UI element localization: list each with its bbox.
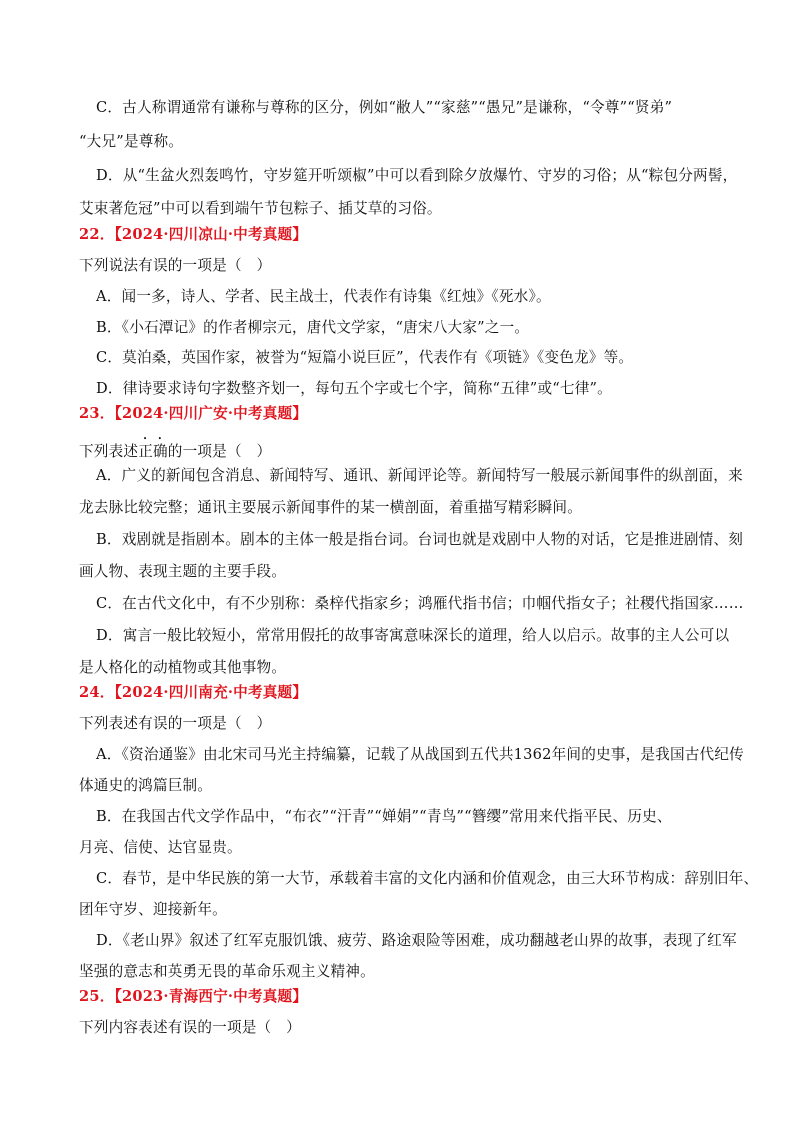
q24-option-d-line1: D．《老山界》叙述了红军克服饥饿、疲劳、路途艰险等困难，成功翻越老山界的故事，表现了红军 [96, 932, 737, 949]
q22-option-b: B．《小石潭记》的作者柳宗元，唐代文学家，“唐宋八大家”之一。 [96, 319, 530, 336]
q24-option-c-line1: C．春节，是中华民族的第一大节，承载着丰富的文化内涵和价值观念，由三大环节构成：辞别旧年、 [96, 870, 759, 887]
q23-option-b-line2: 画人物、表现主题的主要手段。 [79, 563, 287, 580]
q21-option-c-line2: “大兄”是尊称。 [79, 133, 184, 150]
q21-option-d-line2: 艾束著危冠”中可以看到端午节包粽子、插艾草的习俗。 [79, 200, 442, 217]
q24-option-b-line1: B．在我国古代文学作品中，“布衣”“汗青”“婵娟”“青鸟”“簪缨”常用来代指平民、历史、 [96, 808, 672, 825]
q23-option-c: C．在古代文化中，有不少别称：桑梓代指家乡；鸿雁代指书信；巾帼代指女子；社稷代指国家…… [96, 595, 744, 612]
q24-stem: 下列表述有误的一项是（ ） [79, 715, 272, 732]
q25-stem: 下列内容表述有误的一项是（ ） [79, 1019, 301, 1036]
q24-option-c-line2: 团年守岁、迎接新年。 [79, 901, 227, 918]
q21-option-c-line1: C．古人称谓通常有谦称与尊称的区分，例如“敝人”“家慈”“愚兄”是谦称，“令尊”“贤弟” [96, 99, 673, 116]
q24-option-a-line1: A．《资治通鉴》由北宋司马光主持编纂，记载了从战国到五代共1362年间的史事，是我国古代纪传 [96, 746, 744, 763]
q23-stem [79, 435, 271, 462]
q23-header: 23．【2024·四川广安·中考真题】 [79, 405, 308, 422]
q24-option-d-line2: 坚强的意志和英勇无畏的革命乐观主义精神。 [79, 963, 375, 980]
q23-stem-emphasis: 正确 [138, 443, 168, 460]
q23-stem-post: 的一项是（ ） [167, 443, 272, 460]
q23-stem-pre: 下列表述 [79, 443, 139, 460]
q22-option-a: A．闻一多，诗人、学者、民主战士，代表作有诗集《红烛》《死水》。 [96, 288, 551, 305]
q24-option-b-line2: 月亮、信使、达官显贵。 [79, 839, 242, 856]
q23-option-a-line2: 龙去脉比较完整；通讯主要展示新闻事件的某一横剖面，着重描写精彩瞬间。 [79, 499, 582, 516]
q23-option-d-line1: D．寓言一般比较短小，常常用假托的故事寄寓意味深长的道理，给人以启示。故事的主人公可以 [96, 627, 730, 644]
q23-option-a-line1: A．广义的新闻包含消息、新闻特写、通讯、新闻评论等。新闻特写一般展示新闻事件的纵剖面，来 [96, 467, 743, 484]
q25-header: 25．【2023·青海西宁·中考真题】 [79, 988, 308, 1005]
q22-option-d: D．律诗要求诗句字数整齐划一，每句五个字或七个字，简称“五律”或“七律”。 [96, 380, 612, 397]
q24-option-a-line2: 体通史的鸿篇巨制。 [79, 777, 213, 794]
q22-header: 22．【2024·四川凉山·中考真题】 [79, 226, 308, 243]
q22-stem: 下列说法有误的一项是（ ） [79, 257, 272, 274]
q22-option-c: C．莫泊桑，英国作家，被誉为“短篇小说巨匠”，代表作有《项链》《变色龙》等。 [96, 349, 634, 366]
q23-option-b-line1: B．戏剧就是指剧本。剧本的主体一般是指台词。台词也就是戏剧中人物的对话，它是推进剧情、刻 [96, 531, 744, 548]
q24-header: 24．【2024·四川南充·中考真题】 [79, 684, 308, 701]
q23-option-d-line2: 是人格化的动植物或其他事物。 [79, 659, 287, 676]
q21-option-d-line1: D．从“生盆火烈轰鸣竹，守岁筵开听颂椒”中可以看到除夕放爆竹、守岁的习俗；从“粽包分两髻， [96, 167, 738, 184]
